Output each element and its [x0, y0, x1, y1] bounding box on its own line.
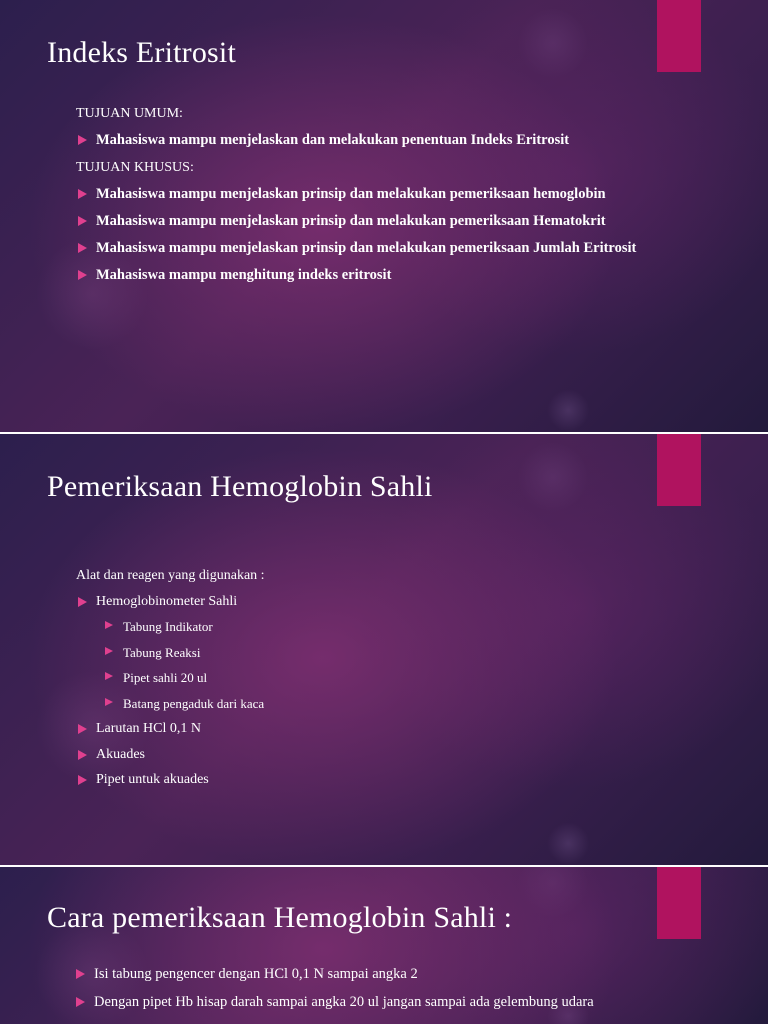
slide-content: [76, 563, 728, 793]
list-item: Mahasiswa mampu menjelaskan prinsip dan melakukan pemeriksaan hemoglobin: [76, 181, 728, 208]
bullet-triangle-icon: [78, 775, 87, 785]
sub-list-item: Pipet sahli 20 ul: [103, 665, 728, 691]
bullet-triangle-icon: [105, 672, 113, 680]
intro-text: Alat dan reagen yang digunakan :: [76, 568, 265, 583]
bullet-triangle-icon: [78, 189, 87, 199]
list-item: Dengan pipet Hb hisap darah sampai angka 20 ul jangan sampai ada gelembung udara: [74, 988, 618, 1012]
khusus-list: [76, 181, 728, 289]
equipment-list: [76, 589, 728, 793]
slide-cara-pemeriksaan: [0, 867, 768, 1024]
sub-list-item: Batang pengaduk dari kaca: [103, 691, 728, 717]
list-item: Isi tabung pengencer dengan HCl 0,1 N sampai angka 2: [74, 961, 618, 988]
bullet-triangle-icon: [78, 216, 87, 226]
bullet-triangle-icon: [76, 997, 85, 1007]
bullet-triangle-icon: [76, 969, 85, 979]
bullet-triangle-icon: [78, 270, 87, 280]
sub-list-item: Tabung Reaksi: [103, 640, 728, 666]
accent-bar: [657, 867, 701, 939]
procedure-list: [74, 961, 618, 1012]
accent-bar: [657, 434, 701, 506]
bullet-triangle-icon: [105, 647, 113, 655]
bullet-triangle-icon: [78, 135, 87, 145]
list-item: Pipet untuk akuades: [76, 767, 728, 793]
slide-indeks-eritrosit: [0, 0, 768, 432]
sub-list-item: Tabung Indikator: [103, 614, 728, 640]
bullet-triangle-icon: [78, 724, 87, 734]
bullet-triangle-icon: [78, 243, 87, 253]
section-heading-umum: TUJUAN UMUM:: [76, 106, 183, 121]
list-item: Mahasiswa mampu menjelaskan prinsip dan melakukan pemeriksaan Jumlah Eritrosit: [76, 235, 728, 262]
slide-content: [74, 961, 618, 1012]
list-item: Mahasiswa mampu menjelaskan dan melakukan penentuan Indeks Eritrosit: [76, 127, 728, 154]
list-item: Mahasiswa mampu menjelaskan prinsip dan melakukan pemeriksaan Hematokrit: [76, 208, 728, 235]
bullet-triangle-icon: [78, 597, 87, 607]
list-item: Larutan HCl 0,1 N: [76, 716, 728, 742]
section-heading-khusus: TUJUAN KHUSUS:: [76, 160, 194, 175]
slide-title: Pemeriksaan Hemoglobin Sahli: [47, 470, 433, 503]
bullet-triangle-icon: [78, 750, 87, 760]
umum-list: [76, 127, 728, 154]
bullet-triangle-icon: [105, 621, 113, 629]
list-item: Hemoglobinometer Sahli: [76, 589, 728, 615]
slide-content: [76, 100, 728, 289]
bullet-triangle-icon: [105, 698, 113, 706]
slide-pemeriksaan-hemoglobin: [0, 434, 768, 865]
slide-title: Indeks Eritrosit: [47, 36, 237, 69]
list-item: Mahasiswa mampu menghitung indeks eritrosit: [76, 262, 728, 289]
slide-title: Cara pemeriksaan Hemoglobin Sahli :: [47, 901, 513, 934]
accent-bar: [657, 0, 701, 72]
list-item: Akuades: [76, 742, 728, 768]
